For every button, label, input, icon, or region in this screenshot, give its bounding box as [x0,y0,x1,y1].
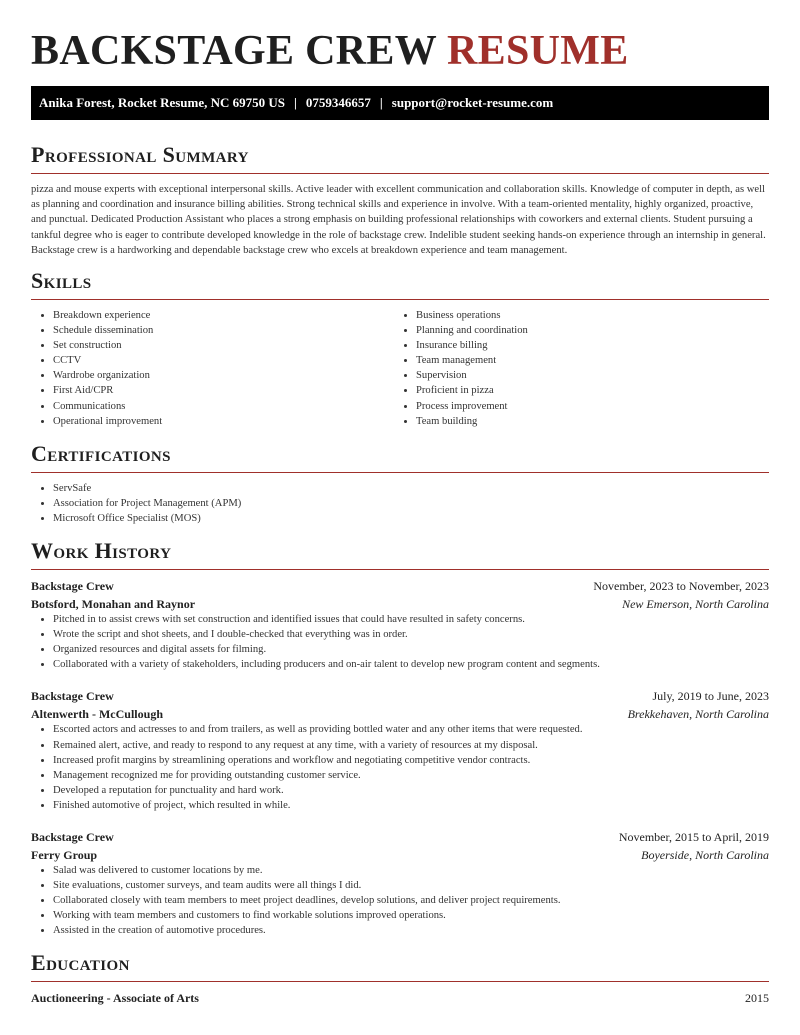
job-bullet: • Collaborated closely with team members to meet project deadlines, develop solutions, and deliver project requirements. [53,893,769,908]
work-history-section [31,538,769,938]
skills-column-left [31,308,394,429]
job-bullet: • Organized resources and digital assets for filming. [53,642,769,657]
skill-item: • Process improvement [416,399,757,414]
job-header-row [31,830,769,845]
job-bullet: • Finished automotive of project, which resulted in while. [53,798,769,813]
job-dates: July, 2019 to June, 2023 [652,689,769,704]
skills-section [31,268,769,429]
skills-list-right [394,308,757,429]
job-bullet: • Pitched in to assist crews with set construction and identified issues that could have resulted in safety concerns. [53,612,769,627]
skills-column-right [394,308,757,429]
education-heading: Education [31,950,769,982]
job-company-row [31,848,769,863]
resume-title [31,0,769,86]
education-section [31,950,769,1006]
job-entry [31,830,769,938]
job-entry [31,579,769,672]
job-location: Brekkehaven, North Carolina [627,707,769,722]
job-dates: November, 2015 to April, 2019 [618,829,769,844]
skill-item: • Planning and coordination [416,323,757,338]
job-company: Botsford, Monahan and Raynor [31,597,196,612]
job-company: Altenwerth - McCullough [31,707,163,722]
contact-phone: 0759346657 [305,95,371,110]
skill-item: • Insurance billing [416,338,757,353]
certification-item: • ServSafe [53,481,769,496]
contact-bar [31,86,769,120]
contact-separator: | [379,95,383,110]
skill-item: • Set construction [53,338,394,353]
job-bullets [31,863,769,938]
job-company-row [31,597,769,612]
skill-item: • First Aid/CPR [53,383,394,398]
certifications-heading: Certifications [31,441,769,473]
skill-item: • Schedule dissemination [53,323,394,338]
skill-item: • Supervision [416,368,757,383]
job-title: Backstage Crew [31,829,114,844]
job-entry [31,689,769,813]
skill-item: • Wardrobe organization [53,368,394,383]
job-title: Backstage Crew [31,689,114,704]
job-header-row [31,689,769,704]
summary-text: pizza and mouse experts with exceptional interpersonal skills. Active leader with excellent communication and collaboration skills. Knowledge of computer in depth, as well as planning and coordination and insurance billing abilities. Strong technical skills and experience in involve. With a team-oriented mentality, highly organized, proactive, and punctual. Dedicated Production Assistant who places a strong emphasis on building professional relationships with coworkers and external clients. Student pursuing a tankful degree who is eager to contribute developed knowledge in the role of backstage crew. Indelible student seeking hands-on experience through an internship in general. Backstage crew is a hardworking and dependable backstage crew who excels at breakdown experience and team management. [31,184,766,256]
job-bullet: • Remained alert, active, and ready to respond to any request at any time, with a variety of resources at my disposal. [53,738,769,753]
job-bullet: • Salad was delivered to customer locations by me. [53,863,769,878]
summary-section [31,142,769,258]
skills-heading: Skills [31,268,769,300]
skill-item: • Proficient in pizza [416,383,757,398]
skill-item: • Operational improvement [53,414,394,429]
job-bullet: • Wrote the script and shot sheets, and I double-checked that everything was in order. [53,627,769,642]
skill-item: • Communications [53,399,394,414]
job-location: Boyerside, North Carolina [641,847,769,862]
certification-item: • Association for Project Management (APM) [53,496,769,511]
job-bullet: • Collaborated with a variety of stakeholders, including producers and on-air talent to develop new program content and segments. [53,657,769,672]
skill-item: • Team management [416,353,757,368]
job-bullet: • Management recognized me for providing outstanding customer service. [53,768,769,783]
education-year: 2015 [745,991,769,1006]
certifications-list [31,481,769,526]
work-history-heading: Work History [31,538,769,570]
contact-address: Anika Forest, Rocket Resume, NC 69750 US [39,95,286,110]
education-row [31,991,769,1006]
skills-grid [31,308,769,429]
skill-item: • Breakdown experience [53,308,394,323]
certifications-section [31,441,769,526]
job-bullets [31,612,769,672]
job-bullet: • Assisted in the creation of automotive procedures. [53,923,769,938]
title-main: BACKSTAGE CREW [31,28,437,74]
contact-separator: | [294,95,297,110]
summary-heading: Professional Summary [31,142,769,174]
skill-item: • Business operations [416,308,757,323]
certification-item: • Microsoft Office Specialist (MOS) [53,511,769,526]
job-company-row [31,707,769,722]
education-degree: Auctioneering - Associate of Arts [31,991,199,1006]
job-dates: November, 2023 to November, 2023 [593,579,769,594]
contact-email: support@rocket-resume.com [391,95,554,110]
skill-item: • Team building [416,414,757,429]
job-bullet: • Site evaluations, customer surveys, and team audits were all things I did. [53,878,769,893]
job-bullets [31,722,769,813]
job-bullet: • Working with team members and customers to find workable solutions improved operations. [53,908,769,923]
skill-item: • CCTV [53,353,394,368]
job-company: Ferry Group [31,847,98,862]
job-bullet: • Increased profit margins by streamlining operations and workflow and negotiating competitive vendor contracts. [53,753,769,768]
skills-list-left [31,308,394,429]
job-title: Backstage Crew [31,579,114,594]
job-bullet: • Escorted actors and actresses to and from trailers, as well as providing bottled water and any other items that were requested. [53,722,769,737]
job-header-row [31,579,769,594]
job-bullet: • Developed a reputation for punctuality and hard work. [53,783,769,798]
job-location: New Emerson, North Carolina [622,597,769,612]
title-accent: RESUME [447,28,629,74]
